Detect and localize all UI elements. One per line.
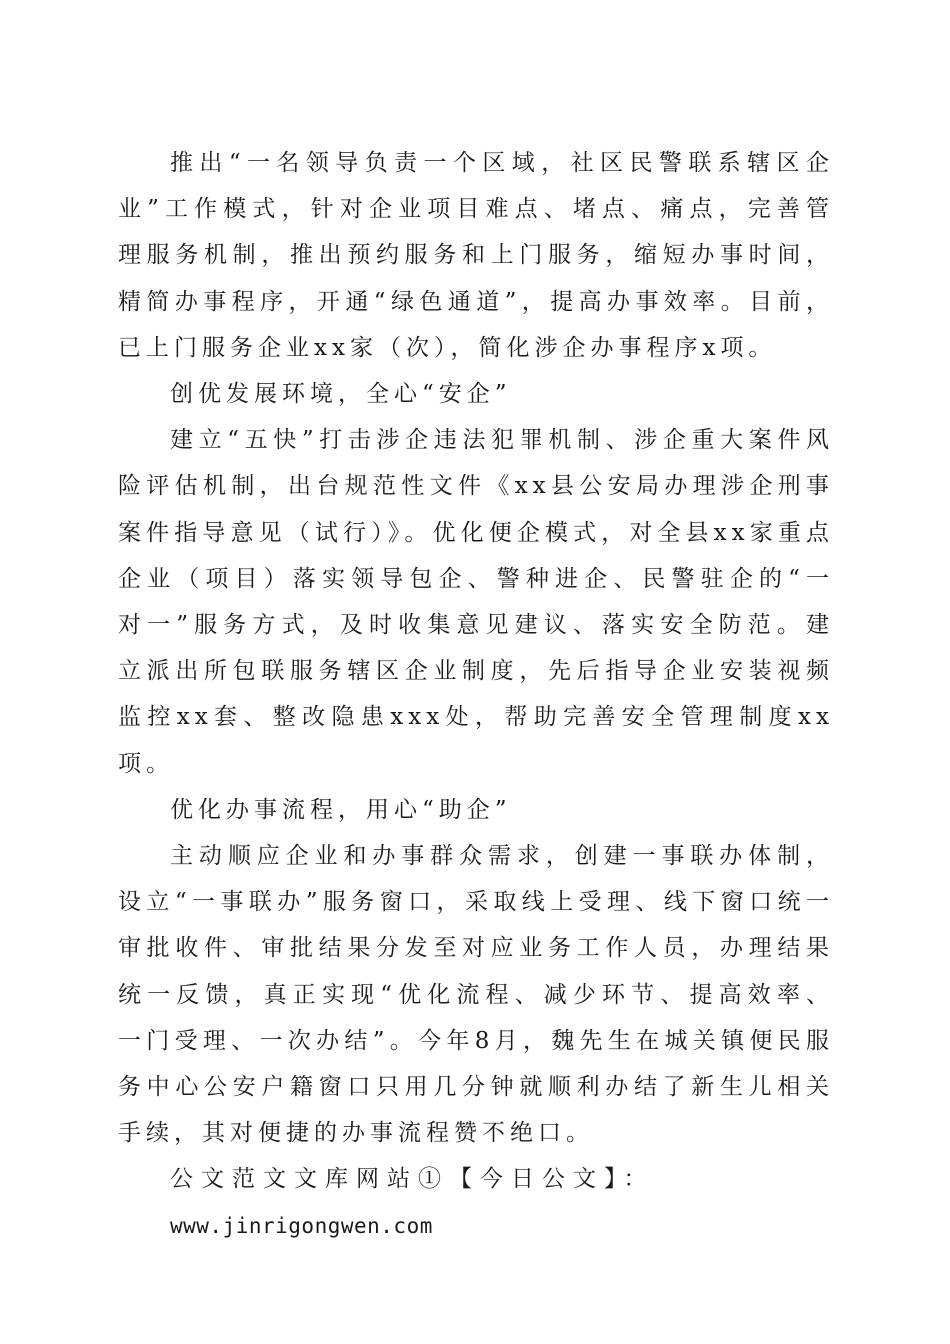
section-heading-safety: 创优发展环境，全心“安企” (170, 381, 512, 408)
section-heading-process: 优化办事流程，用心“助企” (170, 796, 512, 823)
footer-url[interactable]: www.jinrigongwen.com (170, 1213, 433, 1238)
document-body (118, 140, 834, 1249)
footer-site-label: 公文范文文库网站①【今日公文】： (170, 1166, 655, 1193)
paragraph-crime-mechanism: 建立“五快”打击涉企违法犯罪机制、涉企重大案件风险评估机制，出台规范性文件《xx县公安局办理涉企刑事案件指导意见（试行）》。优化便企模式，对全县xx家重点企业（项目）落实领导包企、警种进企、民警驻企的“一对一”服务方式，及时收集意见建议、落实安全防范。建立派出所包联服务辖区企业制度，先后指导企业安装视频监控xx套、整改隐患xxx处，帮助完善安全管理制度xx项。 (118, 427, 834, 777)
paragraph-one-stop-service: 主动顺应企业和办事群众需求，创建一事联办体制，设立“一事联办”服务窗口，采取线上受理、线下窗口统一审批收件、审批结果分发至对应业务工作人员，办理结果统一反馈，真正实现“优化流程、减少环节、提高效率、一门受理、一次办结”。今年8月，魏先生在城关镇便民服务中心公安户籍窗口只用几分钟就顺利办结了新生儿相关手续，其对便捷的办事流程赞不绝口。 (118, 843, 834, 1147)
paragraph-service-model: 推出“一名领导负责一个区域，社区民警联系辖区企业”工作模式，针对企业项目难点、堵点、痛点，完善管理服务机制，推出预约服务和上门服务，缩短办事时间，精简办事程序，开通“绿色通道”，提高办事效率。目前，已上门服务企业xx家（次），简化涉企办事程序x项。 (118, 150, 834, 361)
